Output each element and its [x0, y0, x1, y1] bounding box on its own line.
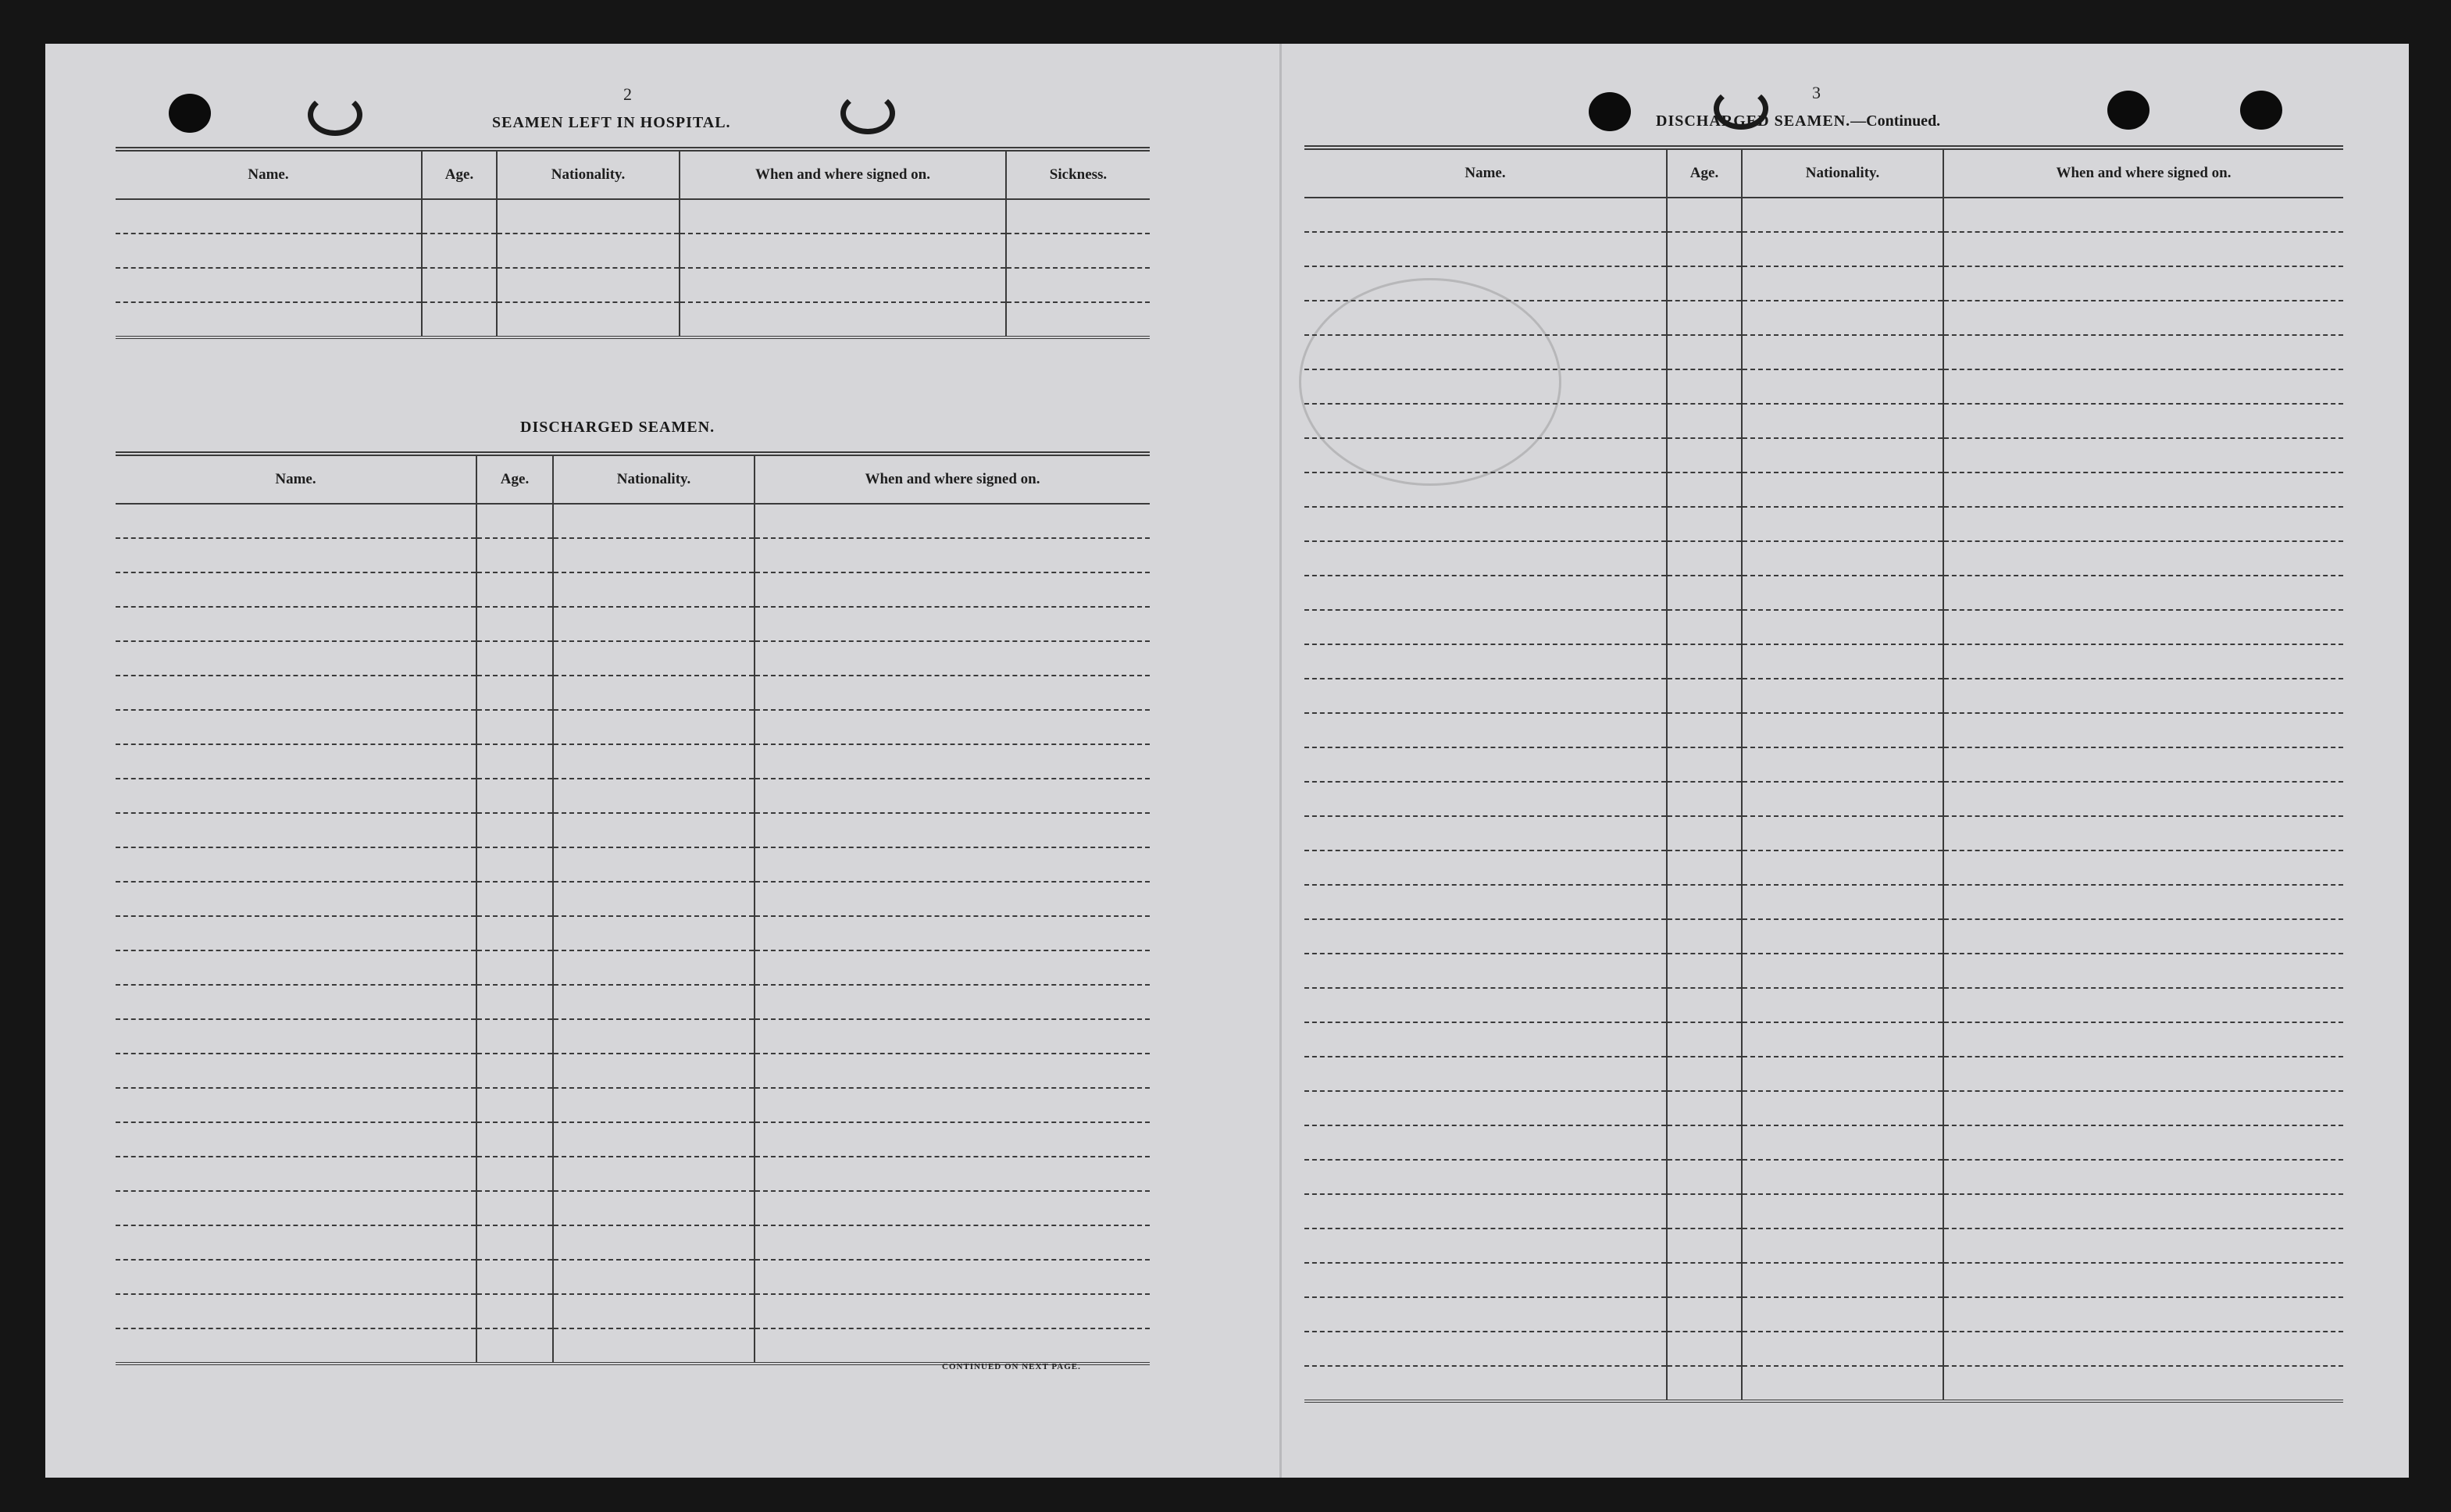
- table-row: [1304, 885, 2343, 919]
- discharged-section-title: DISCHARGED SEAMEN.: [520, 419, 715, 436]
- punch-hole-7: [2240, 91, 2282, 130]
- table-row: [116, 1019, 1150, 1054]
- table-row: [1304, 301, 2343, 335]
- table-row: [1304, 1228, 2343, 1263]
- table-row: [116, 234, 1150, 268]
- punch-hole-4: [1589, 92, 1631, 131]
- table-row: [1304, 369, 2343, 404]
- table-row: [1304, 1125, 2343, 1160]
- table-row: [116, 710, 1150, 744]
- table-row: [116, 1225, 1150, 1260]
- table-row: [1304, 541, 2343, 576]
- title-suffix: —Continued.: [1850, 112, 1941, 130]
- table-row: [116, 779, 1150, 813]
- table-row: [1304, 713, 2343, 747]
- table-row: [1304, 954, 2343, 988]
- hospital-table: [116, 147, 1150, 339]
- discharged-table-left: [116, 451, 1150, 1365]
- table-row: [116, 538, 1150, 572]
- page-number-left: 2: [623, 84, 632, 104]
- column-header-name: Name.: [116, 149, 422, 199]
- table-row: [116, 744, 1150, 779]
- table-row: [1304, 507, 2343, 541]
- table-row: [116, 676, 1150, 710]
- table-row: [116, 1122, 1150, 1157]
- title-main: DISCHARGED SEAMEN.: [1656, 112, 1851, 130]
- table-row: [1304, 404, 2343, 438]
- table-row: [116, 504, 1150, 538]
- table-row: [116, 199, 1150, 234]
- table-row: [1304, 232, 2343, 266]
- table-row: [116, 641, 1150, 676]
- table-row: [1304, 1160, 2343, 1194]
- table-row: [116, 607, 1150, 641]
- column-header-name: Name.: [1304, 148, 1667, 198]
- column-header-age: Age.: [476, 454, 553, 504]
- table-row: [1304, 1263, 2343, 1297]
- table-row: [116, 268, 1150, 302]
- punch-hole-2: [308, 94, 362, 136]
- table-row: [1304, 1332, 2343, 1366]
- punch-hole-6: [2107, 91, 2150, 130]
- discharged-continued-title: [1656, 112, 1940, 130]
- table-row: [1304, 850, 2343, 885]
- table-row: [1304, 816, 2343, 850]
- table-row: [116, 985, 1150, 1019]
- column-header-signed-on: When and where signed on.: [680, 149, 1006, 199]
- table-row: [116, 1328, 1150, 1364]
- table-row: [1304, 576, 2343, 610]
- column-header-signed-on: When and where signed on.: [1943, 148, 2343, 198]
- table-row: [116, 916, 1150, 950]
- table-row: [116, 1054, 1150, 1088]
- table-row: [1304, 782, 2343, 816]
- table-row: [1304, 610, 2343, 644]
- column-header-name: Name.: [116, 454, 476, 504]
- table-row: [116, 572, 1150, 607]
- table-row: [116, 882, 1150, 916]
- table-row: [116, 1157, 1150, 1191]
- column-header-age: Age.: [1667, 148, 1742, 198]
- column-header-age: Age.: [422, 149, 497, 199]
- table-row: [1304, 679, 2343, 713]
- table-row: [116, 1191, 1150, 1225]
- punch-hole-1: [169, 94, 211, 133]
- table-row: [1304, 1022, 2343, 1057]
- table-row: [1304, 644, 2343, 679]
- table-row: [1304, 747, 2343, 782]
- table-row: [1304, 1091, 2343, 1125]
- column-header-signed-on: When and where signed on.: [755, 454, 1150, 504]
- column-header-sickness: Sickness.: [1006, 149, 1150, 199]
- table-row: [1304, 1297, 2343, 1332]
- ledger-spread: [45, 44, 2409, 1478]
- table-row: [1304, 335, 2343, 369]
- column-header-nationality: Nationality.: [497, 149, 680, 199]
- punch-hole-3: [840, 92, 895, 134]
- table-row: [1304, 1366, 2343, 1401]
- table-row: [116, 1294, 1150, 1328]
- page-fold: [1279, 44, 1282, 1478]
- table-row: [116, 302, 1150, 337]
- table-row: [1304, 919, 2343, 954]
- table-row: [1304, 438, 2343, 472]
- table-row: [1304, 266, 2343, 301]
- table-row: [1304, 472, 2343, 507]
- hospital-section-title: SEAMEN LEFT IN HOSPITAL.: [492, 114, 731, 131]
- table-row: [116, 813, 1150, 847]
- table-row: [1304, 988, 2343, 1022]
- column-header-nationality: Nationality.: [553, 454, 755, 504]
- table-row: [116, 847, 1150, 882]
- table-row: [116, 1260, 1150, 1294]
- table-row: [116, 950, 1150, 985]
- table-row: [1304, 1057, 2343, 1091]
- table-row: [116, 1088, 1150, 1122]
- discharged-table-right: [1304, 145, 2343, 1403]
- page-number-right: 3: [1812, 83, 1821, 102]
- continued-footnote: CONTINUED ON NEXT PAGE.: [942, 1362, 1081, 1371]
- table-row: [1304, 1194, 2343, 1228]
- table-row: [1304, 198, 2343, 232]
- column-header-nationality: Nationality.: [1742, 148, 1943, 198]
